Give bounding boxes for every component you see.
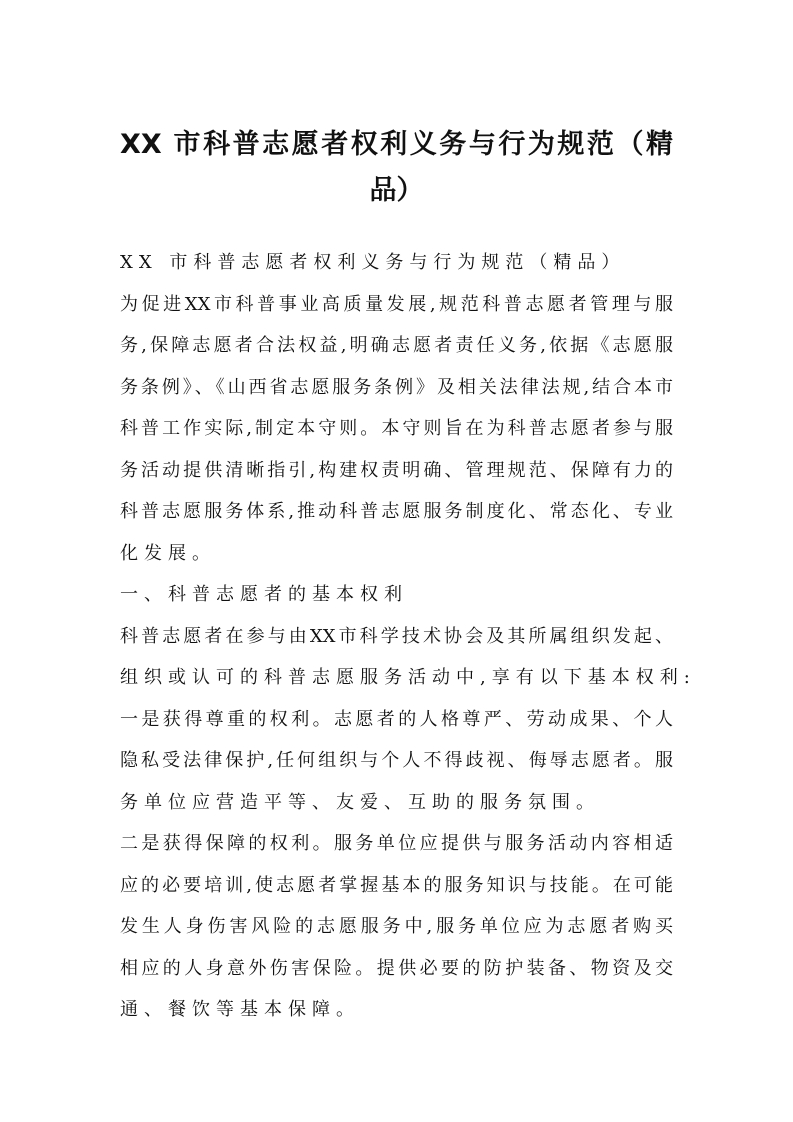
title-line-1: XX 市科普志愿者权利义务与行为规范（精 (120, 129, 673, 160)
text-line: 相应的人身意外伤害保险。提供必要的防护装备、物资及交 (120, 957, 673, 979)
paragraph (120, 574, 673, 616)
title-line-2: 品） (369, 175, 424, 206)
paragraph (120, 616, 696, 699)
document-title (120, 122, 673, 214)
text-line: 科普工作实际,制定本守则。本守则旨在为科普志愿者参与服 (120, 418, 673, 439)
text-line: 一、科普志愿者的基本权利 (120, 584, 408, 605)
text-line: 为促进XX市科普事业高质量发展,规范科普志愿者管理与服 (120, 293, 673, 315)
document-body (120, 242, 696, 1031)
text-line: 务条例》、《山西省志愿服务条例》及相关法律法规,结合本市 (120, 376, 673, 398)
paragraph (120, 823, 673, 1031)
text-line: 一是获得尊重的权利。志愿者的人格尊严、劳动成果、个人 (120, 708, 673, 730)
text-line: 务活动提供清晰指引,构建权责明确、管理规范、保障有力的 (120, 459, 673, 481)
text-line: 二是获得保障的权利。服务单位应提供与服务活动内容相适 (120, 833, 673, 854)
text-line: 科普志愿服务体系,推动科普志愿服务制度化、常态化、专业 (120, 501, 673, 522)
paragraph (120, 242, 673, 284)
text-line: 组织或认可的科普志愿服务活动中,享有以下基本权利: (120, 667, 696, 688)
text-line: 通、餐饮等基本保障。 (120, 999, 360, 1020)
text-line: 隐私受法律保护,任何组织与个人不得歧视、侮辱志愿者。服 (120, 750, 673, 771)
text-line: 科普志愿者在参与由XX市科学技术协会及其所属组织发起、 (120, 625, 673, 647)
text-line: XX 市科普志愿者权利义务与行为规范（精品） (120, 252, 626, 273)
paragraph (120, 699, 673, 824)
paragraph (120, 284, 673, 575)
text-line: 发生人身伤害风险的志愿服务中,服务单位应为志愿者购买 (120, 916, 673, 937)
text-line: 务单位应营造平等、友爱、互助的服务氛围。 (120, 791, 600, 813)
text-line: 务,保障志愿者合法权益,明确志愿者责任义务,依据《志愿服 (120, 335, 673, 356)
text-line: 应的必要培训,使志愿者掌握基本的服务知识与技能。在可能 (120, 874, 673, 896)
text-line: 化发展。 (120, 542, 216, 564)
